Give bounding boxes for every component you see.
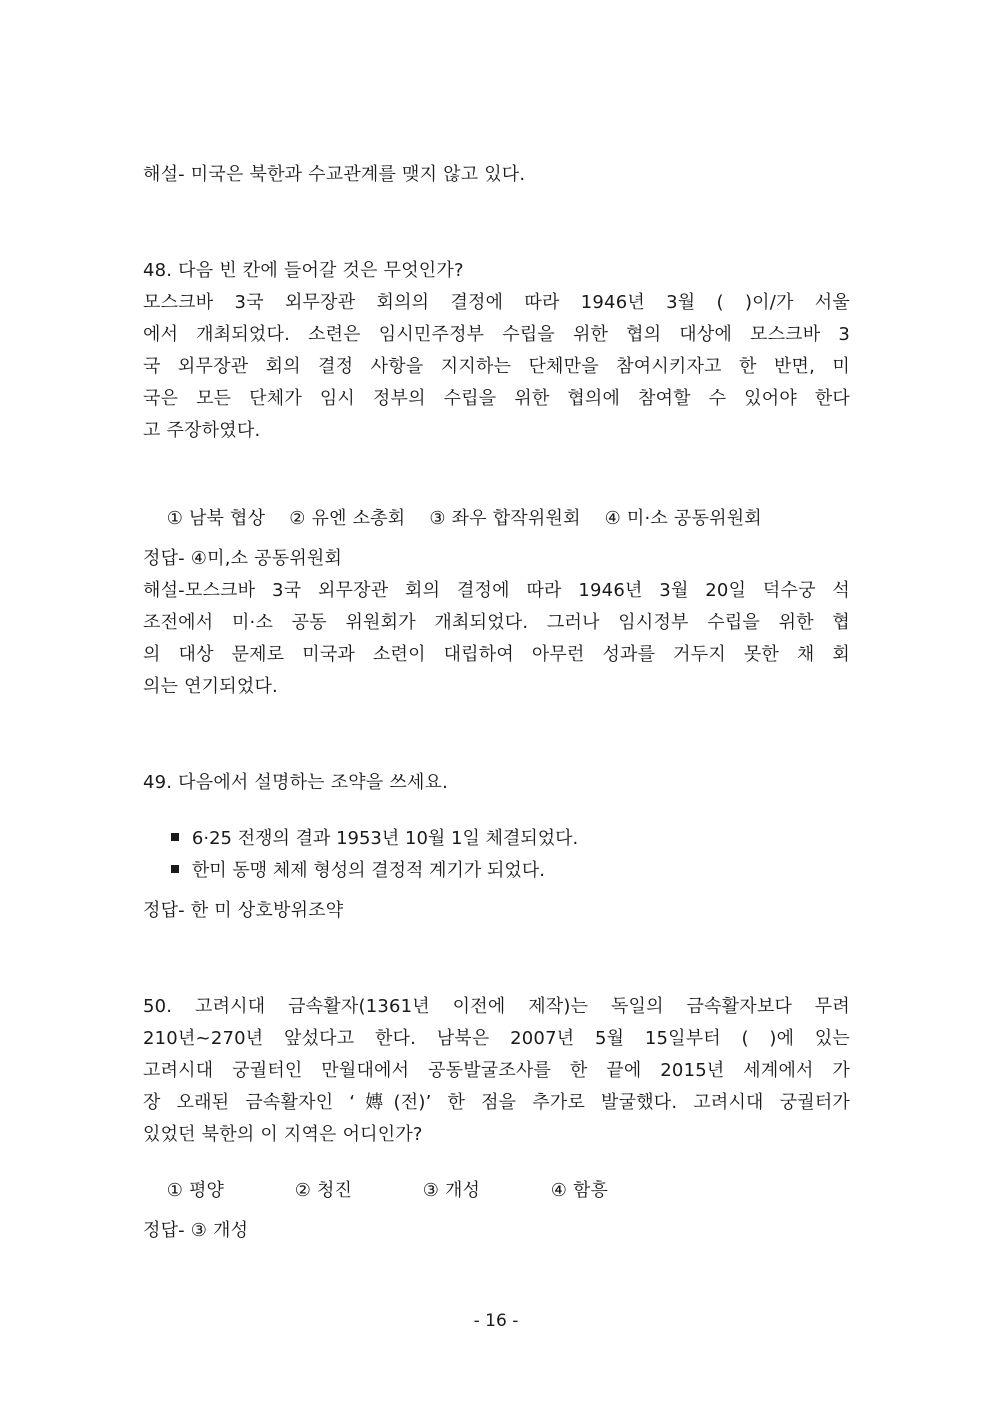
q49-answer: 정답- 한 미 상호방위조약 [143, 900, 344, 921]
q48-options [143, 483, 762, 555]
q48-passage-line: 에서 개최되었다. 소련은 임시민주정부 수립을 위한 협의 대상에 모스크바 3 [143, 324, 850, 345]
q50-passage-line: 장 오래된 금속활자인 ‘嫥(전)’ 한 점을 추가로 발굴했다. 고려시대 궁궐터가 [143, 1092, 850, 1113]
q50-option: ③ 개성 [422, 1180, 481, 1201]
q49-bullet-text: 한미 동맹 체제 형성의 결정적 계기가 되었다. [191, 860, 545, 881]
q48-passage-line: 국 외무장관 회의 결정 사항을 지지하는 단체만을 참여시키자고 한 반면, 미 [143, 356, 850, 377]
q50-passage-line: 210년~270년 앞섰다고 한다. 남북은 2007년 5월 15일부터 ( )에 있는 [143, 1028, 850, 1049]
q49-question: 49. 다음에서 설명하는 조약을 쓰세요. [143, 772, 449, 793]
q49-bullet-text: 6·25 전쟁의 결과 1953년 10월 1일 체결되었다. [191, 828, 579, 849]
q49-bullet-item [143, 835, 545, 907]
q48-option: ③ 좌우 합작위원회 [429, 508, 581, 529]
q50-option: ① 평양 [166, 1180, 225, 1201]
q48-option: ④ 미·소 공동위원회 [604, 508, 762, 529]
q48-passage-line: 모스크바 3국 외무장관 회의의 결정에 따라 1946년 3월 ( )이/가 서울 [143, 292, 850, 313]
q50-options [143, 1155, 608, 1227]
q48-explanation-line: 해설-모스크바 3국 외무장관 회의 결정에 따라 1946년 3월 20일 덕수궁 석 [143, 580, 850, 601]
q48-option: ① 남북 협상 [166, 508, 266, 529]
q48-passage-line: 고 주장하였다. [143, 420, 261, 441]
q50-answer: 정답- ③ 개성 [143, 1220, 249, 1241]
q48-option: ② 유엔 소총회 [289, 508, 406, 529]
q48-passage-line: 국은 모든 단체가 임시 정부의 수립을 위한 협의에 참여할 수 있어야 한다 [143, 388, 850, 409]
q50-passage-line: 50. 고려시대 금속활자(1361년 이전에 제작)는 독일의 금속활자보다 무려 [143, 996, 850, 1017]
q48-explanation-line: 의는 연기되었다. [143, 676, 278, 697]
q50-option: ② 청진 [294, 1180, 353, 1201]
q50-passage-line: 있었던 북한의 이 지역은 어디인가? [143, 1124, 423, 1145]
q50-option: ④ 함흥 [550, 1180, 609, 1201]
q48-question: 48. 다음 빈 칸에 들어갈 것은 무엇인가? [143, 260, 464, 281]
q48-explanation-line: 의 대상 문제로 미국과 소련이 대립하여 아무런 성과를 거두지 못한 채 회 [143, 644, 850, 665]
q48-explanation-line: 조전에서 미·소 공동 위원회가 개최되었다. 그러나 임시정부 수립을 위한 협 [143, 612, 850, 633]
q47-explanation: 해설- 미국은 북한과 수교관계를 맺지 않고 있다. [143, 164, 526, 185]
q48-answer: 정답- ④미,소 공동위원회 [143, 548, 343, 569]
page-number: - 16 - [473, 1311, 519, 1331]
q50-passage-line: 고려시대 궁궐터인 만월대에서 공동발굴조사를 한 끝에 2015년 세계에서 가 [143, 1060, 850, 1081]
square-bullet-icon [171, 865, 179, 873]
